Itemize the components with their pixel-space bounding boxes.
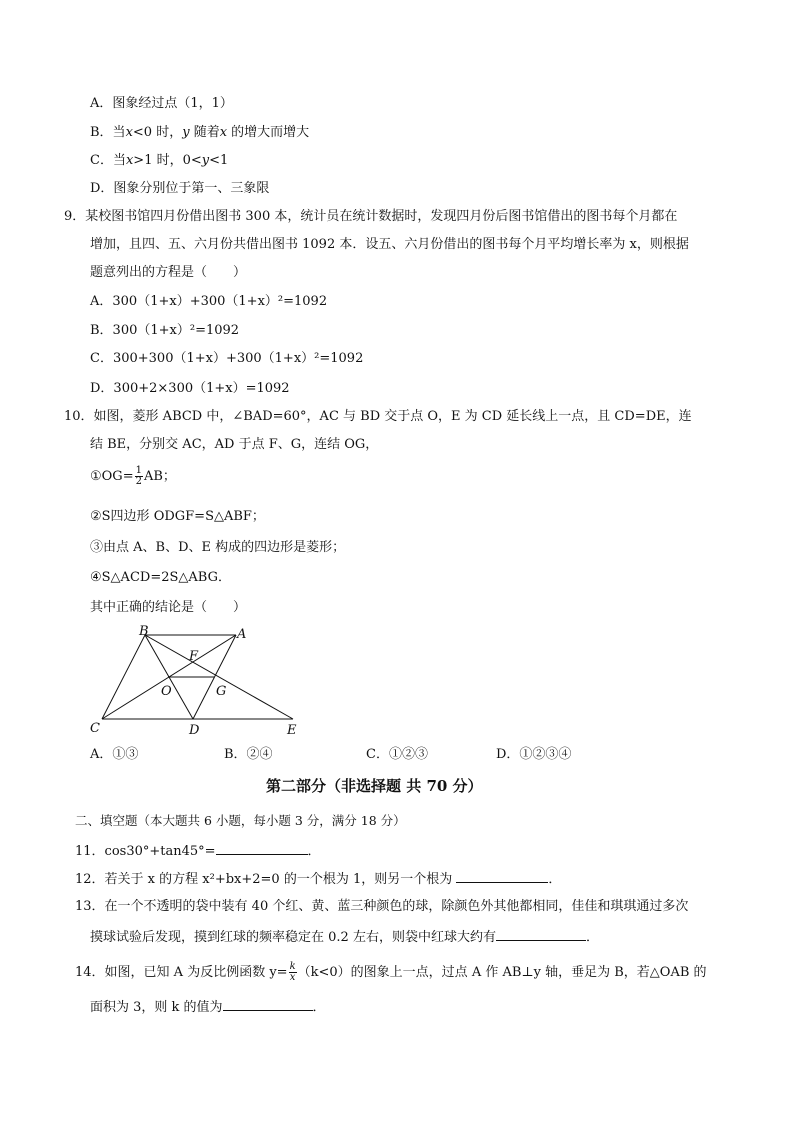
q13-line1: 13．在一个不透明的袋中装有 40 个红、黄、蓝三种颜色的球，除颜色外其他都相同，佳佳和琪琪通过多次	[75, 899, 689, 914]
q13-line2	[90, 928, 599, 947]
q12-text: 12．若关于 x 的方程 x²+bx+2=0 的一个根为 1，则另一个根为	[75, 872, 453, 887]
q10-option-c: C．①②③	[366, 747, 428, 762]
section2-heading: 二、填空题（本大题共 6 小题，每小题 3 分，满分 18 分）	[75, 813, 406, 828]
q10-question: 其中正确的结论是（ ）	[90, 600, 247, 615]
q10-option-a: A．①③	[90, 747, 139, 762]
q10-statement-2: ②S四边形 ODGF=S△ABF；	[90, 509, 265, 524]
q14-fraction-denominator: x	[289, 972, 296, 983]
q14-line1	[75, 962, 707, 983]
q8-b-x2: x	[219, 125, 228, 140]
q12	[75, 870, 561, 889]
q8-c-post: <1	[209, 153, 229, 168]
q9-option-b: B．300（1+x）²=1092	[90, 323, 240, 338]
q10-s1-denominator: 2	[135, 476, 142, 487]
q14-fraction-numerator: k	[289, 961, 296, 972]
q14-line2-text: 面积为 3，则 k 的值为	[90, 1000, 223, 1015]
q12-end: ．	[548, 872, 562, 887]
q8-c-x: x	[125, 153, 134, 168]
q8-c-y: y	[201, 153, 210, 168]
q8-c-pre: C．当	[90, 153, 126, 168]
q10-s1-numerator: 1	[135, 465, 142, 476]
q9-line2: 增加，且四、五、六月份共借出图书 1092 本．设五、六月份借出的图书每个月平均增长率为 x，则根据	[90, 237, 689, 252]
q8-b-y: y	[182, 125, 190, 140]
label-g: G	[216, 684, 227, 699]
q10-line2: 结 BE，分别交 AC，AD 于点 F、G，连结 OG，	[90, 437, 379, 452]
label-d: D	[189, 723, 200, 738]
q9-line3: 题意列出的方程是（ ）	[90, 265, 247, 280]
q9-line1: 9．某校图书馆四月份借出图书 300 本，统计员在统计数据时，发现四月份后图书馆借出的图书每个月都在	[64, 209, 678, 224]
q14-line1-post: （k<0）的图象上一点，过点 A 作 AB⊥y 轴，垂足为 B，若△OAB 的	[297, 965, 707, 980]
q8-option-a: A．图象经过点（1，1）	[90, 96, 233, 111]
q8-option-d: D．图象分别位于第一、三象限	[90, 181, 270, 196]
q10-statement-3: ③由点 A、B、D、E 构成的四边形是菱形；	[90, 540, 346, 555]
q10-option-b: B．②④	[224, 747, 273, 762]
label-a: A	[237, 627, 247, 642]
q14-line2	[90, 998, 326, 1017]
q14-end: ．	[312, 1000, 326, 1015]
q8-option-b	[90, 124, 309, 142]
q10-figure	[84, 620, 314, 742]
label-c: C	[90, 721, 100, 736]
q8-b-x: x	[125, 125, 133, 140]
part2-title: 第二部分（非选择题 共 70 分）	[266, 777, 483, 795]
q11-end: ．	[307, 844, 321, 859]
q13-answer-blank[interactable]	[496, 928, 586, 941]
q9-option-c: C．300+300（1+x）+300（1+x）²=1092	[90, 351, 364, 366]
q14-line1-pre: 14．如图，已知 A 为反比例函数 y=	[75, 965, 288, 980]
label-e: E	[287, 723, 297, 738]
q8-option-c	[90, 152, 228, 170]
q9-option-a: A．300（1+x）+300（1+x）²=1092	[90, 294, 328, 309]
q8-b-mid: <0 时，	[132, 125, 183, 140]
label-b: B	[139, 624, 149, 639]
q10-s1-post: AB；	[143, 469, 176, 484]
label-o: O	[161, 684, 172, 699]
q10-line1: 10．如图，菱形 ABCD 中，∠BAD=60°，AC 与 BD 交于点 O，E 为 CD 延长线上一点，且 CD=DE，连	[64, 409, 692, 424]
q8-b-pre: B．当	[90, 125, 126, 140]
q9-option-d: D．300+2×300（1+x）=1092	[90, 381, 290, 396]
q13-end: ．	[585, 930, 599, 945]
q13-line2-text: 摸球试验后发现，摸到红球的频率稳定在 0.2 左右，则袋中红球大约有	[90, 930, 496, 945]
q8-b-post: 的增大而增大	[227, 125, 310, 140]
label-f: F	[189, 649, 199, 664]
q11-answer-blank[interactable]	[216, 842, 308, 855]
q11	[75, 842, 321, 861]
q10-statement-4: ④S△ACD=2S△ABG．	[90, 570, 231, 585]
q14-fraction	[289, 962, 297, 983]
q10-statement-1	[90, 466, 176, 487]
q10-option-d: D．①②③④	[496, 747, 572, 762]
seg-be	[145, 635, 293, 719]
q14-answer-blank[interactable]	[223, 998, 313, 1011]
q8-c-mid: >1 时，0<	[133, 153, 202, 168]
edge-bc	[102, 635, 145, 719]
q10-s1-fraction	[135, 466, 143, 487]
q12-answer-blank[interactable]	[456, 870, 548, 883]
q11-text: 11．cos30°+tan45°=	[75, 844, 216, 859]
q8-b-mid2: 随着	[189, 125, 220, 140]
q10-s1-pre: ①OG=	[90, 469, 134, 484]
